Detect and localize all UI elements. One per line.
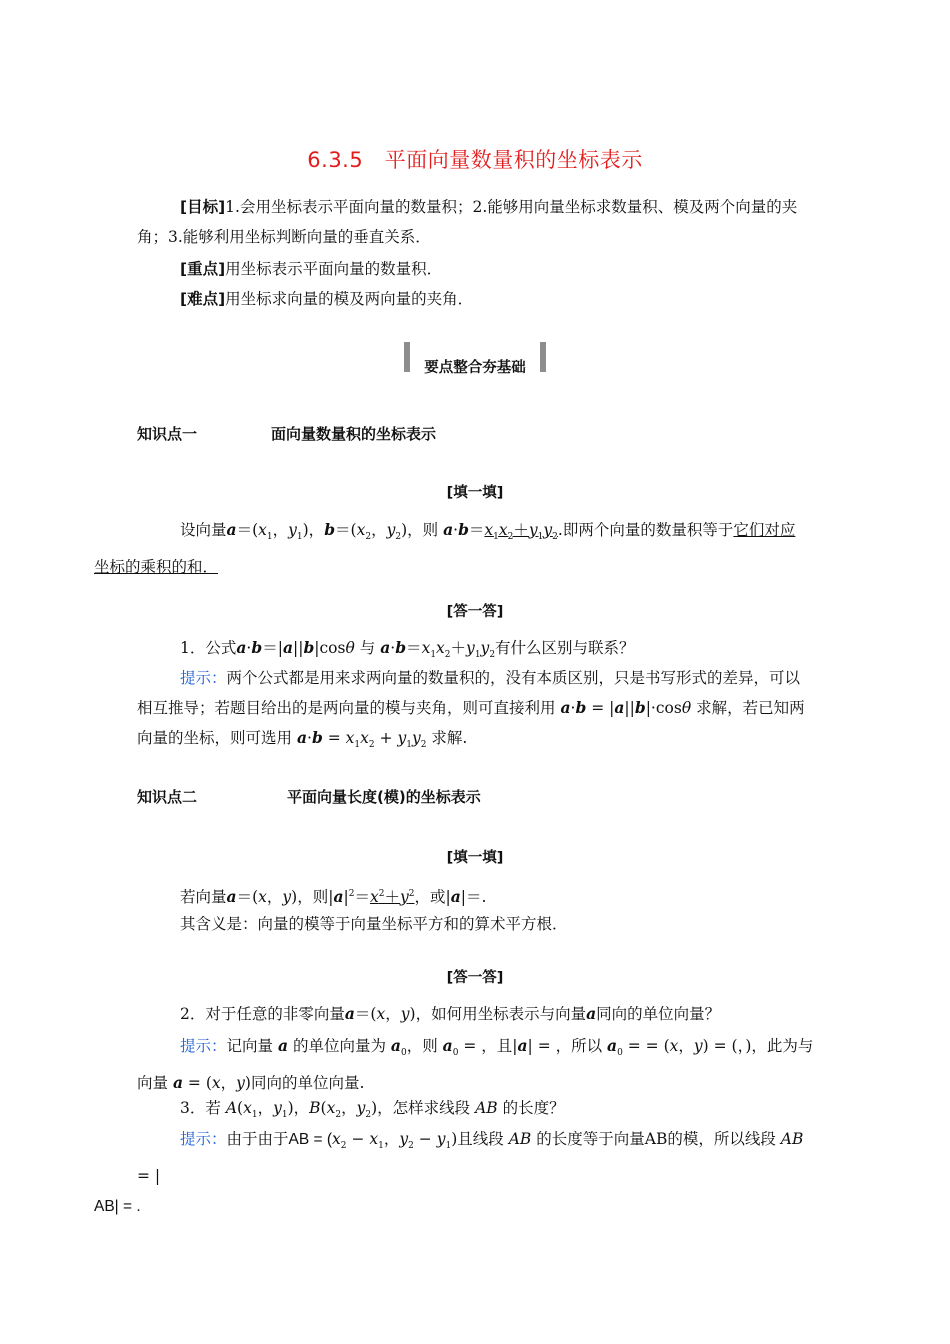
hint-paragraph-1: 提示：两个公式都是用来求两向量的数量积的，没有本质区别，只是书写形式的差异，可以相互推导；若题目给出的是两向量的模与夹角，则可直接利用 a·b = |a||b|·cosθ 求解，若已知两向量的坐标，则可选用 $a\cdot b = x_1x_2 + y_1y_2$ 求解. <box>137 669 805 751</box>
difficulty-paragraph <box>137 284 815 314</box>
hint1-end: 求解. <box>431 729 468 747</box>
fill-in-meaning: 其含义是：向量的模等于向量坐标平方和的算术平方根． <box>180 915 568 933</box>
goal-text: 1.会用坐标表示平面向量的数量积；2.能够用向量坐标求数量积、模及两个向量的夹角；3.能够利用坐标判断向量的垂直关系． <box>137 198 798 246</box>
fill2-or: ，或| <box>414 888 451 907</box>
q2-lead: 2．对于任意的非零向量 <box>180 1005 345 1023</box>
hint3-a: 由于AB = ( <box>257 1131 333 1148</box>
fill-in-paragraph-1: 设向量$a=(x_1$，$y_1$)，$b=(x_2$，$y_2$)，则 $a\cdot b=x_1x_2+y_1y_2$.即两个向量的数量积等于它们对应 坐标的乘积的和． <box>94 520 796 577</box>
kp2-index: 知识点二 <box>137 788 198 806</box>
hint-label-1: 提示： <box>180 669 227 687</box>
q2-end: 同向的单位向量？ <box>596 1005 721 1023</box>
page-title: 6.3.5 平面向量数量积的坐标表示 <box>307 148 643 172</box>
knowledge-point-2-heading <box>137 786 481 807</box>
answer-label-2: [答一答] <box>446 970 504 986</box>
q3-prefix: 3．若 <box>180 1099 221 1117</box>
q1-mid: 与 <box>359 639 376 657</box>
hint-paragraph-3: 提示：由于由于AB = ($x_2 - x_1$，$y_2 - y_1$)且线段 AB 的长度等于向量AB的模，所以线段 AB = | AB| = . <box>94 1130 804 1216</box>
hint2-d: 同向的单位向量. <box>250 1074 365 1093</box>
fill2-lead: 若向量 <box>180 888 227 907</box>
key-label: [重点] <box>180 260 226 278</box>
goal-paragraph <box>137 192 815 252</box>
hint-label-2: 提示： <box>180 1037 227 1055</box>
q1-prefix: 1．公式 <box>180 639 237 657</box>
fill1-lead: 设向量 <box>180 521 227 539</box>
question-2: 2．对于任意的非零向量a＝(x，y)，如何用坐标表示与向量a同向的单位向量？ <box>180 1004 721 1023</box>
hint3-d: AB| = . <box>94 1198 141 1216</box>
kp1-index: 知识点一 <box>137 425 198 443</box>
kp2-title: 平面向量长度(模)的坐标表示 <box>287 788 481 806</box>
q3-end: 的长度？ <box>502 1099 565 1117</box>
q2-mid: ，如何用坐标表示与向量 <box>415 1005 587 1023</box>
hint2-a: 记向量 <box>226 1037 274 1055</box>
hint-paragraph-2: 提示：记向量 a 的单位向量为 $a_0$，则 $a_0$ = ，且|a| = ，所以 $a_0$ = = (x，y) = (，)，此为与向量 a = (x，y)同向的单位向量. <box>137 1036 814 1093</box>
hint2-c: ，则 <box>406 1037 438 1055</box>
hint2-b: 的单位向量为 <box>292 1037 386 1055</box>
question-3: 3．若 $A(x_1$，$y_1$)，$B(x_2$，$y_2$)，怎样求线段 AB 的长度？ <box>180 1099 565 1121</box>
section-banner <box>404 342 546 376</box>
hint3-c: 的长度等于向量AB的模，所以线段 <box>536 1130 776 1148</box>
fill-in-paragraph-2: 若向量a＝(x，y)，则$|a|^2=x^2+y^2$，或|a|＝. <box>180 887 487 907</box>
fill1-tail: 坐标的乘积的和． <box>94 558 219 577</box>
banner-label: 要点整合夯基础 <box>424 360 526 376</box>
difficulty-text: 用坐标求向量的模及两向量的夹角． <box>225 290 474 308</box>
hint3-b: )且线段 <box>451 1130 504 1148</box>
q1-suffix: 有什么区别与联系？ <box>495 639 635 657</box>
fill-in-label-1: [填一填] <box>446 485 504 501</box>
hint-label-3: 提示： <box>180 1130 227 1148</box>
question-1: 1．公式a·b＝|a||b|cosθ 与 $a\cdot b=x_1x_2+y_1y_2$有什么区别与联系？ <box>180 638 635 661</box>
hint1-text: 两个公式都是用来求两向量的数量积的，没有本质区别，只是书写形式的差异，可以相互推导；若题目给出的是两向量的模与夹角，则可直接利用 <box>137 669 801 717</box>
kp1-title: 面向量数量积的坐标表示 <box>271 425 437 443</box>
hint1-mid: 求解，若已知两向量的坐标，则可选用 <box>137 699 805 747</box>
goal-label: [目标] <box>180 198 226 216</box>
fill-in-label-2: [填一填] <box>446 850 504 866</box>
key-text: 用坐标表示平面向量的数量积． <box>225 260 443 278</box>
knowledge-point-1-heading <box>137 423 437 444</box>
answer-label-1: [答一答] <box>446 604 504 620</box>
key-paragraph <box>137 254 815 284</box>
difficulty-label: [难点] <box>180 290 226 308</box>
